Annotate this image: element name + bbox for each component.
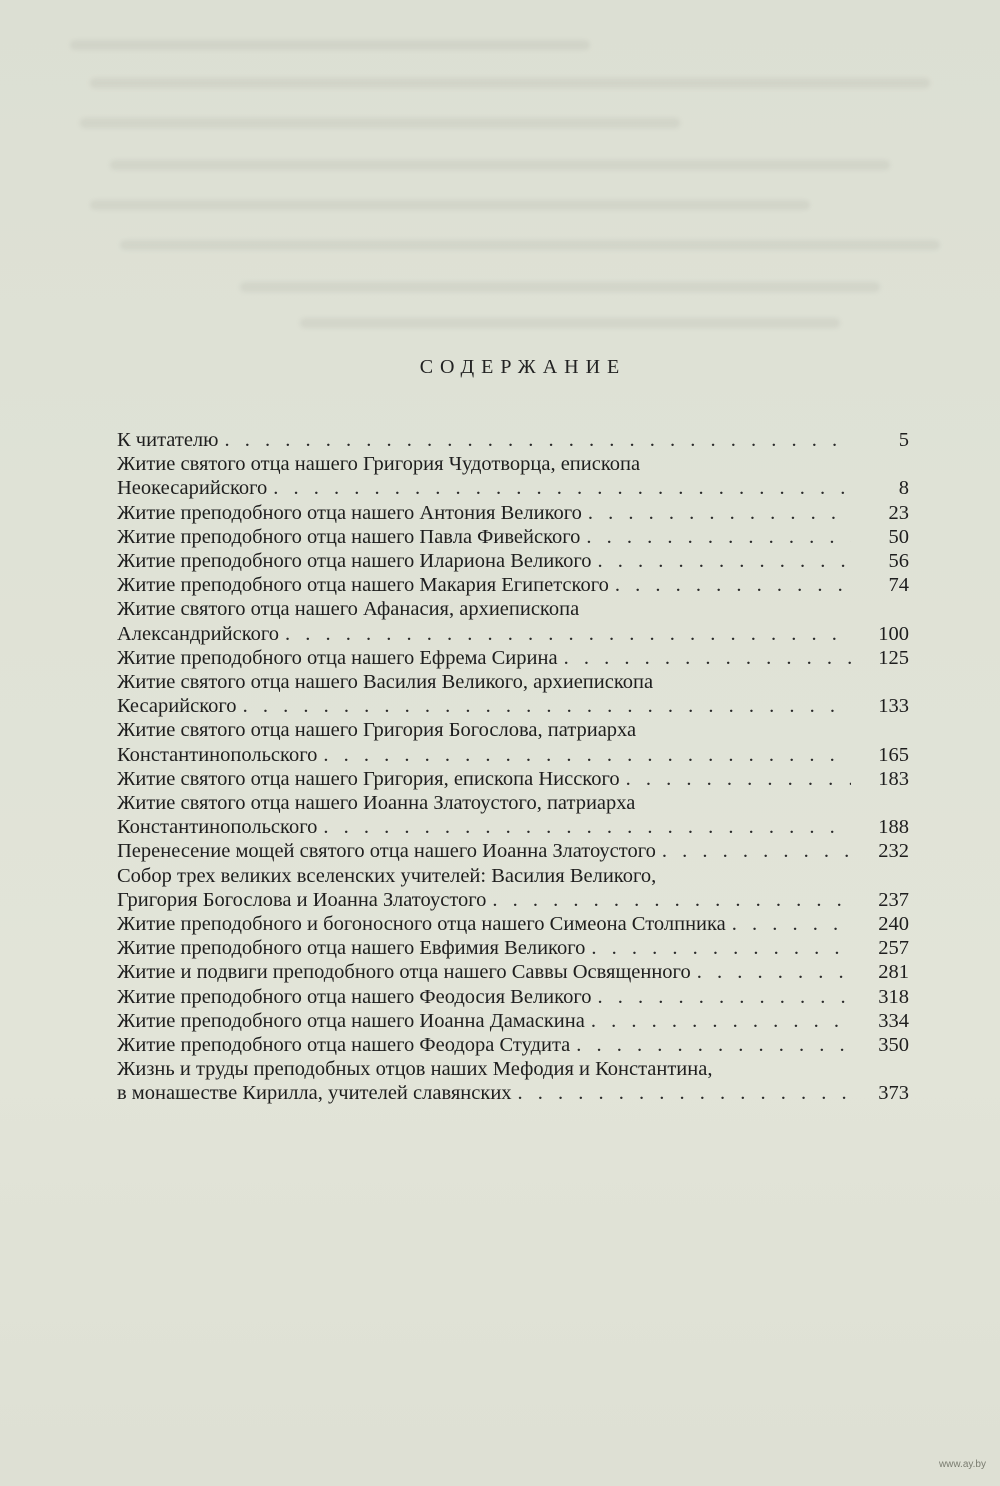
toc-entry xyxy=(117,985,909,1009)
toc-entry xyxy=(117,646,909,670)
dot-leader xyxy=(558,646,851,670)
dot-leader xyxy=(218,428,851,452)
toc-entry-title-line: Житие преподобного отца нашего Ефрема Сирина xyxy=(117,646,558,669)
dot-leader xyxy=(726,912,851,936)
toc-entry-title-line: Жизнь и труды преподобных отцов наших Мефодия и Константина, xyxy=(117,1058,713,1081)
toc-entry-title-line: К читателю xyxy=(117,429,219,451)
toc-entry-title-line: Собор трех великих вселенских учителей: Василия Великого, xyxy=(117,864,657,887)
toc-entry-title-line: Житие и подвиги преподобного отца нашего Саввы Освященного xyxy=(117,961,691,984)
toc-entry xyxy=(117,791,909,839)
toc-entry-title-line: Житие святого отца нашего Иоанна Златоустого, патриарха xyxy=(117,792,636,815)
toc-entry xyxy=(117,767,909,791)
page-number: 50 xyxy=(888,525,909,548)
dot-leader xyxy=(656,839,851,863)
toc-entry-row xyxy=(117,1081,909,1105)
toc-entry-title-line: Житие святого отца нашего Григория, епископа Нисского xyxy=(117,767,620,790)
page-number: 125 xyxy=(878,646,909,669)
toc-entry-row xyxy=(117,815,909,839)
page-number: 318 xyxy=(878,985,909,1008)
toc-entry xyxy=(117,549,909,573)
toc-entry xyxy=(117,597,909,645)
toc-entry-row xyxy=(117,573,909,597)
dot-leader xyxy=(580,525,851,549)
toc-entry-row xyxy=(117,428,909,452)
page-number: 240 xyxy=(878,913,909,936)
toc-entry-title-line: в монашестве Кирилла, учителей славянских xyxy=(117,1082,512,1105)
toc-entry xyxy=(117,839,909,863)
toc-entry-row xyxy=(117,525,909,549)
toc-entry xyxy=(117,912,909,936)
toc-entry xyxy=(117,1009,909,1033)
toc-entry-title-line: Житие святого отца нашего Григория Чудотворца, епископа xyxy=(117,453,641,476)
toc-entry xyxy=(117,670,909,718)
page-title: СОДЕРЖАНИЕ xyxy=(419,356,627,378)
toc-entry-row xyxy=(117,549,909,573)
toc-entry-title-line: Житие преподобного отца нашего Антония Великого xyxy=(117,501,582,524)
page-number: 334 xyxy=(878,1009,909,1032)
page-number: 373 xyxy=(878,1082,909,1105)
toc-entry-title-line: Житие преподобного отца нашего Макария Египетского xyxy=(117,574,609,597)
toc-entry-title-line: Константинопольского xyxy=(117,743,318,766)
dot-leader xyxy=(570,1033,851,1057)
page-number: 188 xyxy=(878,816,909,839)
toc-entry xyxy=(117,428,909,452)
toc-entry-title-line: Житие святого отца нашего Афанасия, архиепископа xyxy=(117,598,580,621)
page-number: 257 xyxy=(878,937,909,960)
page-number: 5 xyxy=(898,429,909,451)
toc-entry-title-line: Константинопольского xyxy=(117,816,318,839)
toc-entry-title-line: Житие преподобного и богоносного отца нашего Симеона Столпника xyxy=(117,913,726,936)
toc-entry xyxy=(117,960,909,984)
toc-entry-title-line: Житие святого отца нашего Василия Великого, архиепископа xyxy=(117,671,654,694)
toc-entry-title-line: Александрийского xyxy=(117,622,280,645)
dot-leader xyxy=(620,767,851,791)
watermark: www.ay.by xyxy=(938,1459,986,1470)
dot-leader xyxy=(591,985,851,1009)
toc-entry-row xyxy=(117,476,909,500)
toc-entry-row xyxy=(117,501,909,525)
dot-leader xyxy=(592,549,852,573)
toc-entry-title-line: Житие святого отца нашего Григория Богослова, патриарха xyxy=(117,719,637,742)
page-number: 74 xyxy=(888,574,909,597)
toc-entry-row xyxy=(117,839,909,863)
page-number: 183 xyxy=(878,767,909,790)
dot-leader xyxy=(585,1009,851,1033)
toc-entry-row xyxy=(117,646,909,670)
toc-entry-row xyxy=(117,985,909,1009)
toc-entry-title-line: Житие преподобного отца нашего Павла Фивейского xyxy=(117,525,581,548)
toc-entry-title-line: Перенесение мощей святого отца нашего Иоанна Златоустого xyxy=(117,840,656,863)
dot-leader xyxy=(267,476,851,500)
toc-entry-row xyxy=(117,694,909,718)
dot-leader xyxy=(585,936,851,960)
page-number: 232 xyxy=(878,840,909,863)
page-number: 165 xyxy=(878,743,909,766)
page-number: 350 xyxy=(878,1034,909,1057)
dot-leader xyxy=(237,694,851,718)
page-number: 237 xyxy=(878,888,909,911)
toc-entry-title-line: Неокесарийского xyxy=(117,477,268,500)
toc-entry-title-line: Житие преподобного отца нашего Илариона Великого xyxy=(117,550,592,573)
toc-entry-row xyxy=(117,1033,909,1057)
toc-entry xyxy=(117,452,909,500)
page-number: 8 xyxy=(898,477,909,500)
page-number: 281 xyxy=(878,961,909,984)
toc-entry xyxy=(117,525,909,549)
dot-leader xyxy=(512,1081,851,1105)
page-number: 23 xyxy=(888,501,909,524)
toc-entry-row xyxy=(117,743,909,767)
page-number: 100 xyxy=(878,622,909,645)
show-through-text xyxy=(0,0,1000,340)
toc-entry-title-line: Григория Богослова и Иоанна Златоустого xyxy=(117,888,487,911)
dot-leader xyxy=(279,622,851,646)
toc-entry-title-line: Житие преподобного отца нашего Феодосия Великого xyxy=(117,985,592,1008)
toc-entry-row xyxy=(117,767,909,791)
toc-entry xyxy=(117,1057,909,1105)
toc-entry-row xyxy=(117,1009,909,1033)
table-of-contents xyxy=(117,428,909,1106)
toc-entry-row xyxy=(117,888,909,912)
dot-leader xyxy=(486,888,851,912)
toc-entry-title-line: Житие преподобного отца нашего Феодора Студита xyxy=(117,1034,571,1057)
toc-entry xyxy=(117,864,909,912)
dot-leader xyxy=(609,573,851,597)
toc-entry-row xyxy=(117,912,909,936)
dot-leader xyxy=(317,815,851,839)
toc-entry xyxy=(117,501,909,525)
toc-entry-title-line: Житие преподобного отца нашего Иоанна Дамаскина xyxy=(117,1009,585,1032)
toc-entry-title-line: Кесарийского xyxy=(117,695,237,718)
toc-entry-row xyxy=(117,622,909,646)
page-number: 133 xyxy=(878,695,909,718)
page-number: 56 xyxy=(888,550,909,573)
dot-leader xyxy=(582,501,851,525)
toc-entry xyxy=(117,718,909,766)
toc-entry xyxy=(117,573,909,597)
toc-entry-row xyxy=(117,960,909,984)
toc-entry-title-line: Житие преподобного отца нашего Евфимия Великого xyxy=(117,937,586,960)
dot-leader xyxy=(317,743,851,767)
toc-entry xyxy=(117,936,909,960)
dot-leader xyxy=(691,960,851,984)
toc-entry xyxy=(117,1033,909,1057)
toc-entry-row xyxy=(117,936,909,960)
